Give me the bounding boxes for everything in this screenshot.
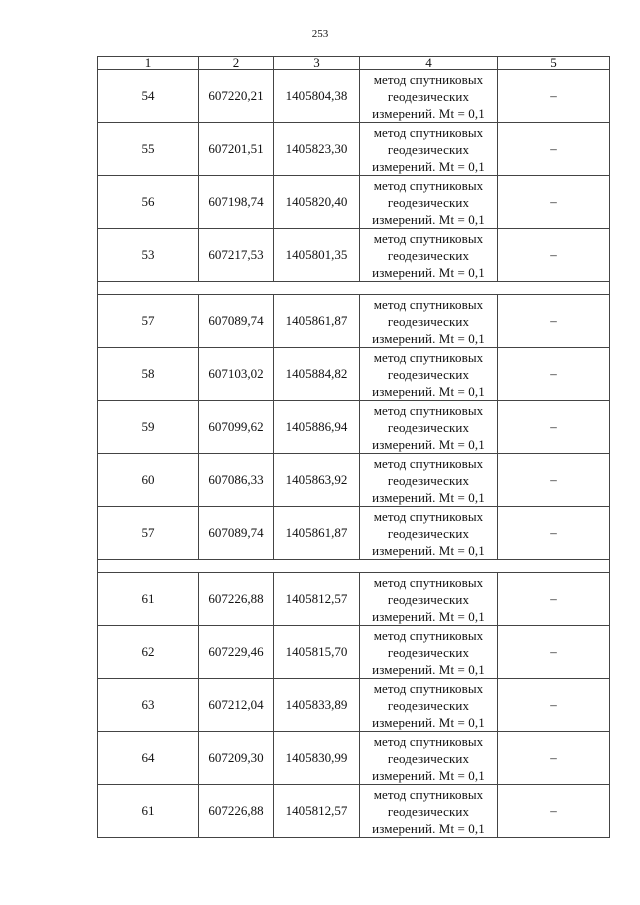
column5-cell: – (498, 454, 610, 507)
column5-cell: – (498, 70, 610, 123)
method-cell (360, 348, 498, 401)
method-cell (360, 295, 498, 348)
method-line: измерений. Mt = 0,1 (372, 211, 485, 227)
x-coordinate-cell: 607086,33 (199, 454, 274, 507)
column5-cell: – (498, 348, 610, 401)
y-coordinate-cell: 1405861,87 (274, 507, 360, 560)
y-coordinate-cell: 1405820,40 (274, 176, 360, 229)
column5-cell: – (498, 679, 610, 732)
column5-cell: – (498, 573, 610, 626)
method-line: измерений. Mt = 0,1 (372, 383, 485, 399)
method-line: геодезических (387, 697, 470, 713)
column5-cell: – (498, 626, 610, 679)
table-body (98, 70, 610, 838)
method-cell (360, 70, 498, 123)
page-number: 253 (311, 28, 329, 40)
method-line: метод спутниковых (373, 574, 484, 590)
x-coordinate-cell: 607226,88 (199, 785, 274, 838)
method-line: геодезических (387, 525, 470, 541)
table-row (98, 348, 610, 401)
x-coordinate-cell: 607198,74 (199, 176, 274, 229)
point-number-cell: 61 (98, 785, 199, 838)
column5-cell: – (498, 123, 610, 176)
method-line: метод спутниковых (373, 402, 484, 418)
y-coordinate-cell: 1405804,38 (274, 70, 360, 123)
method-line: метод спутниковых (373, 733, 484, 749)
method-line: метод спутниковых (373, 177, 484, 193)
method-cell (360, 785, 498, 838)
column5-cell: – (498, 401, 610, 454)
x-coordinate-cell: 607217,53 (199, 229, 274, 282)
x-coordinate-cell: 607099,62 (199, 401, 274, 454)
x-coordinate-cell: 607209,30 (199, 732, 274, 785)
group-separator-row (98, 560, 610, 573)
column5-cell: – (498, 229, 610, 282)
coordinates-table (97, 56, 610, 838)
method-line: метод спутниковых (373, 124, 484, 140)
point-number-cell: 61 (98, 573, 199, 626)
y-coordinate-cell: 1405812,57 (274, 573, 360, 626)
table-row (98, 573, 610, 626)
point-number-cell: 60 (98, 454, 199, 507)
method-cell (360, 679, 498, 732)
y-coordinate-cell: 1405812,57 (274, 785, 360, 838)
header-cell: 5 (498, 57, 610, 70)
method-line: метод спутниковых (373, 627, 484, 643)
method-line: измерений. Mt = 0,1 (372, 767, 485, 783)
point-number-cell: 59 (98, 401, 199, 454)
table-row (98, 454, 610, 507)
x-coordinate-cell: 607229,46 (199, 626, 274, 679)
method-cell (360, 454, 498, 507)
point-number-cell: 53 (98, 229, 199, 282)
x-coordinate-cell: 607226,88 (199, 573, 274, 626)
table-row (98, 295, 610, 348)
table-row (98, 123, 610, 176)
y-coordinate-cell: 1405823,30 (274, 123, 360, 176)
column5-cell: – (498, 507, 610, 560)
method-cell (360, 176, 498, 229)
header-cell: 2 (199, 57, 274, 70)
method-line: геодезических (387, 644, 470, 660)
method-line: метод спутниковых (373, 71, 484, 87)
y-coordinate-cell: 1405833,89 (274, 679, 360, 732)
y-coordinate-cell: 1405830,99 (274, 732, 360, 785)
method-cell (360, 732, 498, 785)
method-line: измерений. Mt = 0,1 (372, 264, 485, 280)
point-number-cell: 55 (98, 123, 199, 176)
table-row (98, 679, 610, 732)
method-line: геодезических (387, 591, 470, 607)
method-cell (360, 229, 498, 282)
point-number-cell: 63 (98, 679, 199, 732)
method-line: метод спутниковых (373, 296, 484, 312)
point-number-cell: 62 (98, 626, 199, 679)
table-row (98, 626, 610, 679)
method-line: геодезических (387, 88, 470, 104)
separator-cell (98, 560, 610, 573)
header-row (98, 57, 610, 70)
method-line: геодезических (387, 194, 470, 210)
point-number-cell: 57 (98, 507, 199, 560)
method-line: метод спутниковых (373, 508, 484, 524)
method-line: геодезических (387, 313, 470, 329)
column5-cell: – (498, 295, 610, 348)
method-line: геодезических (387, 247, 470, 263)
header-cell: 4 (360, 57, 498, 70)
method-line: измерений. Mt = 0,1 (372, 714, 485, 730)
x-coordinate-cell: 607220,21 (199, 70, 274, 123)
method-line: измерений. Mt = 0,1 (372, 542, 485, 558)
point-number-cell: 54 (98, 70, 199, 123)
method-cell (360, 123, 498, 176)
y-coordinate-cell: 1405861,87 (274, 295, 360, 348)
method-line: измерений. Mt = 0,1 (372, 608, 485, 624)
method-line: геодезических (387, 366, 470, 382)
table-row (98, 507, 610, 560)
method-line: метод спутниковых (373, 786, 484, 802)
method-cell (360, 401, 498, 454)
method-line: метод спутниковых (373, 680, 484, 696)
header-cell: 1 (98, 57, 199, 70)
group-separator-row (98, 282, 610, 295)
method-line: измерений. Mt = 0,1 (372, 820, 485, 836)
x-coordinate-cell: 607103,02 (199, 348, 274, 401)
x-coordinate-cell: 607201,51 (199, 123, 274, 176)
method-cell (360, 573, 498, 626)
y-coordinate-cell: 1405815,70 (274, 626, 360, 679)
method-line: измерений. Mt = 0,1 (372, 158, 485, 174)
column5-cell: – (498, 785, 610, 838)
method-line: измерений. Mt = 0,1 (372, 661, 485, 677)
point-number-cell: 64 (98, 732, 199, 785)
method-line: метод спутниковых (373, 230, 484, 246)
y-coordinate-cell: 1405801,35 (274, 229, 360, 282)
table-row (98, 229, 610, 282)
method-line: метод спутниковых (373, 349, 484, 365)
table-row (98, 401, 610, 454)
y-coordinate-cell: 1405863,92 (274, 454, 360, 507)
x-coordinate-cell: 607089,74 (199, 295, 274, 348)
x-coordinate-cell: 607089,74 (199, 507, 274, 560)
method-cell (360, 626, 498, 679)
method-line: геодезических (387, 750, 470, 766)
method-line: измерений. Mt = 0,1 (372, 489, 485, 505)
method-line: геодезических (387, 141, 470, 157)
table-row (98, 176, 610, 229)
point-number-cell: 58 (98, 348, 199, 401)
method-line: метод спутниковых (373, 455, 484, 471)
separator-cell (98, 282, 610, 295)
method-line: измерений. Mt = 0,1 (372, 105, 485, 121)
point-number-cell: 56 (98, 176, 199, 229)
method-line: геодезических (387, 472, 470, 488)
y-coordinate-cell: 1405886,94 (274, 401, 360, 454)
column5-cell: – (498, 732, 610, 785)
header-cell: 3 (274, 57, 360, 70)
method-line: измерений. Mt = 0,1 (372, 436, 485, 452)
method-line: измерений. Mt = 0,1 (372, 330, 485, 346)
method-cell (360, 507, 498, 560)
x-coordinate-cell: 607212,04 (199, 679, 274, 732)
table-row (98, 785, 610, 838)
table-row (98, 70, 610, 123)
method-line: геодезических (387, 803, 470, 819)
column5-cell: – (498, 176, 610, 229)
table-row (98, 732, 610, 785)
y-coordinate-cell: 1405884,82 (274, 348, 360, 401)
point-number-cell: 57 (98, 295, 199, 348)
method-line: геодезических (387, 419, 470, 435)
